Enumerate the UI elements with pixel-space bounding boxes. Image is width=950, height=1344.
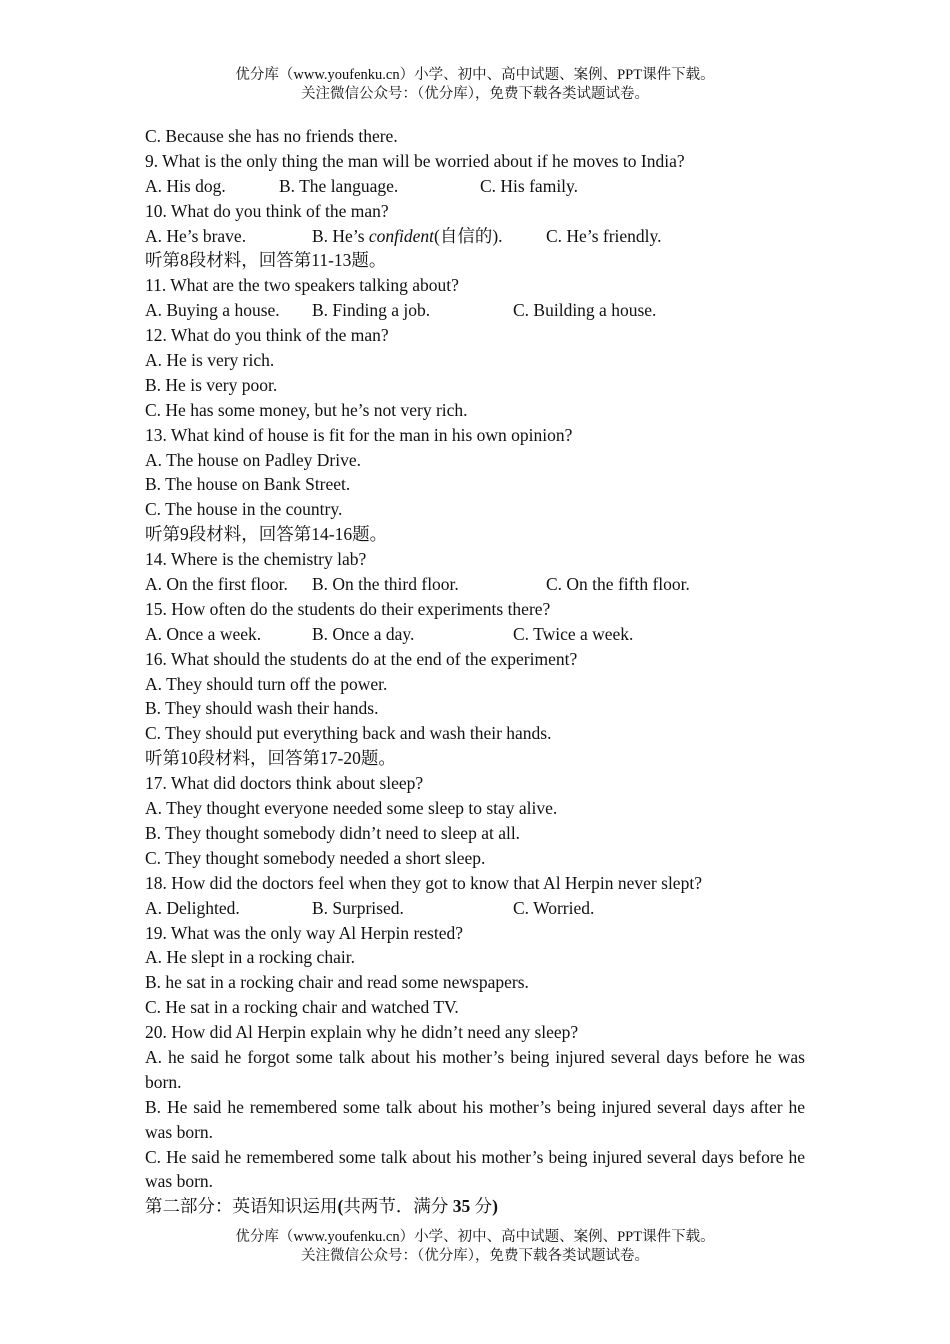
question-10-options <box>145 224 805 249</box>
question-16-option-b: B. They should wash their hands. <box>145 698 379 719</box>
part-2-score-unit: 分 <box>474 1196 493 1217</box>
header-line-2: 关注微信公众号：（优分库），免费下载各类试题试卷。 <box>301 86 649 102</box>
question-16-option-a: A. They should turn off the power. <box>145 673 388 694</box>
option-a: A. His dog. <box>145 175 226 196</box>
option-b-gloss: (自信的). <box>434 225 503 246</box>
question-9: 9. What is the only thing the man will be worried about if he moves to India? <box>145 150 685 171</box>
question-20-option-b: B. He said he remembered some talk about his mother’s being injured several days after he was born. <box>145 1096 805 1142</box>
option-a: A. Delighted. <box>145 897 240 918</box>
exam-content <box>145 124 805 1219</box>
part-2-title: 第二部分：英语知识运用 <box>145 1196 338 1217</box>
question-14: 14. Where is the chemistry lab? <box>145 549 367 570</box>
question-9-options <box>145 174 805 199</box>
question-13-option-a: A. The house on Padley Drive. <box>145 449 361 470</box>
option-a: A. Once a week. <box>145 623 262 644</box>
question-12-option-a: A. He is very rich. <box>145 350 275 371</box>
question-8-option-c: C. Because she has no friends there. <box>145 126 398 146</box>
footer-line-2: 关注微信公众号：（优分库），免费下载各类试题试卷。 <box>301 1248 649 1264</box>
option-c: C. He’s friendly. <box>546 225 662 246</box>
question-19-option-c: C. He sat in a rocking chair and watched TV. <box>145 997 459 1018</box>
option-c: C. On the fifth floor. <box>546 574 690 595</box>
option-b-italic-word: confident <box>368 225 434 246</box>
option-b: B. Finding a job. <box>312 300 431 321</box>
option-c: C. Building a house. <box>513 300 657 321</box>
option-b: B. Surprised. <box>312 897 404 918</box>
question-11-options <box>145 298 805 323</box>
page-header <box>0 66 950 104</box>
question-13: 13. What kind of house is fit for the man in his own opinion? <box>145 424 573 445</box>
part-2-description: 共两节．满分 <box>343 1196 449 1217</box>
question-19-option-b: B. he sat in a rocking chair and read some newspapers. <box>145 972 529 993</box>
header-line-1: 优分库（www.youfenku.cn）小学、初中、高中试题、案例、PPT课件下载。 <box>235 67 715 83</box>
section-10-instruction: 听第10段材料，回答第17-20题。 <box>145 748 396 769</box>
question-12: 12. What do you think of the man? <box>145 325 389 346</box>
question-18-options <box>145 896 805 921</box>
option-c: C. Worried. <box>513 897 595 918</box>
option-a: A. He’s brave. <box>145 225 247 246</box>
option-b: B. Once a day. <box>312 623 415 644</box>
question-16-option-c: C. They should put everything back and wash their hands. <box>145 723 552 744</box>
part-2-open-paren: ( <box>337 1196 344 1217</box>
question-14-options <box>145 572 805 597</box>
question-20-option-a: A. he said he forgot some talk about his mother’s being injured several days before he was born. <box>145 1046 805 1092</box>
option-c: C. Twice a week. <box>513 623 634 644</box>
question-11: 11. What are the two speakers talking about? <box>145 275 459 296</box>
option-b: B. On the third floor. <box>312 574 459 595</box>
question-12-option-c: C. He has some money, but he’s not very rich. <box>145 399 468 420</box>
question-19-option-a: A. He slept in a rocking chair. <box>145 947 355 968</box>
question-13-option-b: B. The house on Bank Street. <box>145 474 351 495</box>
question-17-option-c: C. They thought somebody needed a short sleep. <box>145 847 486 868</box>
part-2-close-paren: ) <box>492 1196 498 1217</box>
question-15: 15. How often do the students do their experiments there? <box>145 598 551 619</box>
option-a: A. On the first floor. <box>145 574 288 595</box>
option-b: B. The language. <box>279 175 399 196</box>
question-20-option-c: C. He said he remembered some talk about his mother’s being injured several days before he was born. <box>145 1146 805 1192</box>
question-10: 10. What do you think of the man? <box>145 200 389 221</box>
option-a: A. Buying a house. <box>145 300 280 321</box>
part-2-score: 35 <box>452 1196 471 1217</box>
section-8-instruction: 听第8段材料，回答第11-13题。 <box>145 250 387 271</box>
question-16: 16. What should the students do at the end of the experiment? <box>145 648 578 669</box>
question-19: 19. What was the only way Al Herpin rested? <box>145 922 463 943</box>
page-footer <box>0 1228 950 1266</box>
question-17-option-a: A. They thought everyone needed some sleep to stay alive. <box>145 798 558 819</box>
footer-line-1: 优分库（www.youfenku.cn）小学、初中、高中试题、案例、PPT课件下载。 <box>235 1229 715 1245</box>
option-c: C. His family. <box>480 175 579 196</box>
question-15-options <box>145 622 805 647</box>
question-12-option-b: B. He is very poor. <box>145 374 278 395</box>
section-9-instruction: 听第9段材料，回答第14-16题。 <box>145 524 388 545</box>
option-b <box>312 224 546 249</box>
option-b-prefix: B. He’s <box>312 225 369 246</box>
question-17: 17. What did doctors think about sleep? <box>145 773 424 794</box>
question-20: 20. How did Al Herpin explain why he didn’t need any sleep? <box>145 1022 579 1043</box>
question-13-option-c: C. The house in the country. <box>145 499 343 520</box>
part-2-heading <box>145 1194 805 1219</box>
question-17-option-b: B. They thought somebody didn’t need to sleep at all. <box>145 822 521 843</box>
question-18: 18. How did the doctors feel when they got to know that Al Herpin never slept? <box>145 872 702 893</box>
